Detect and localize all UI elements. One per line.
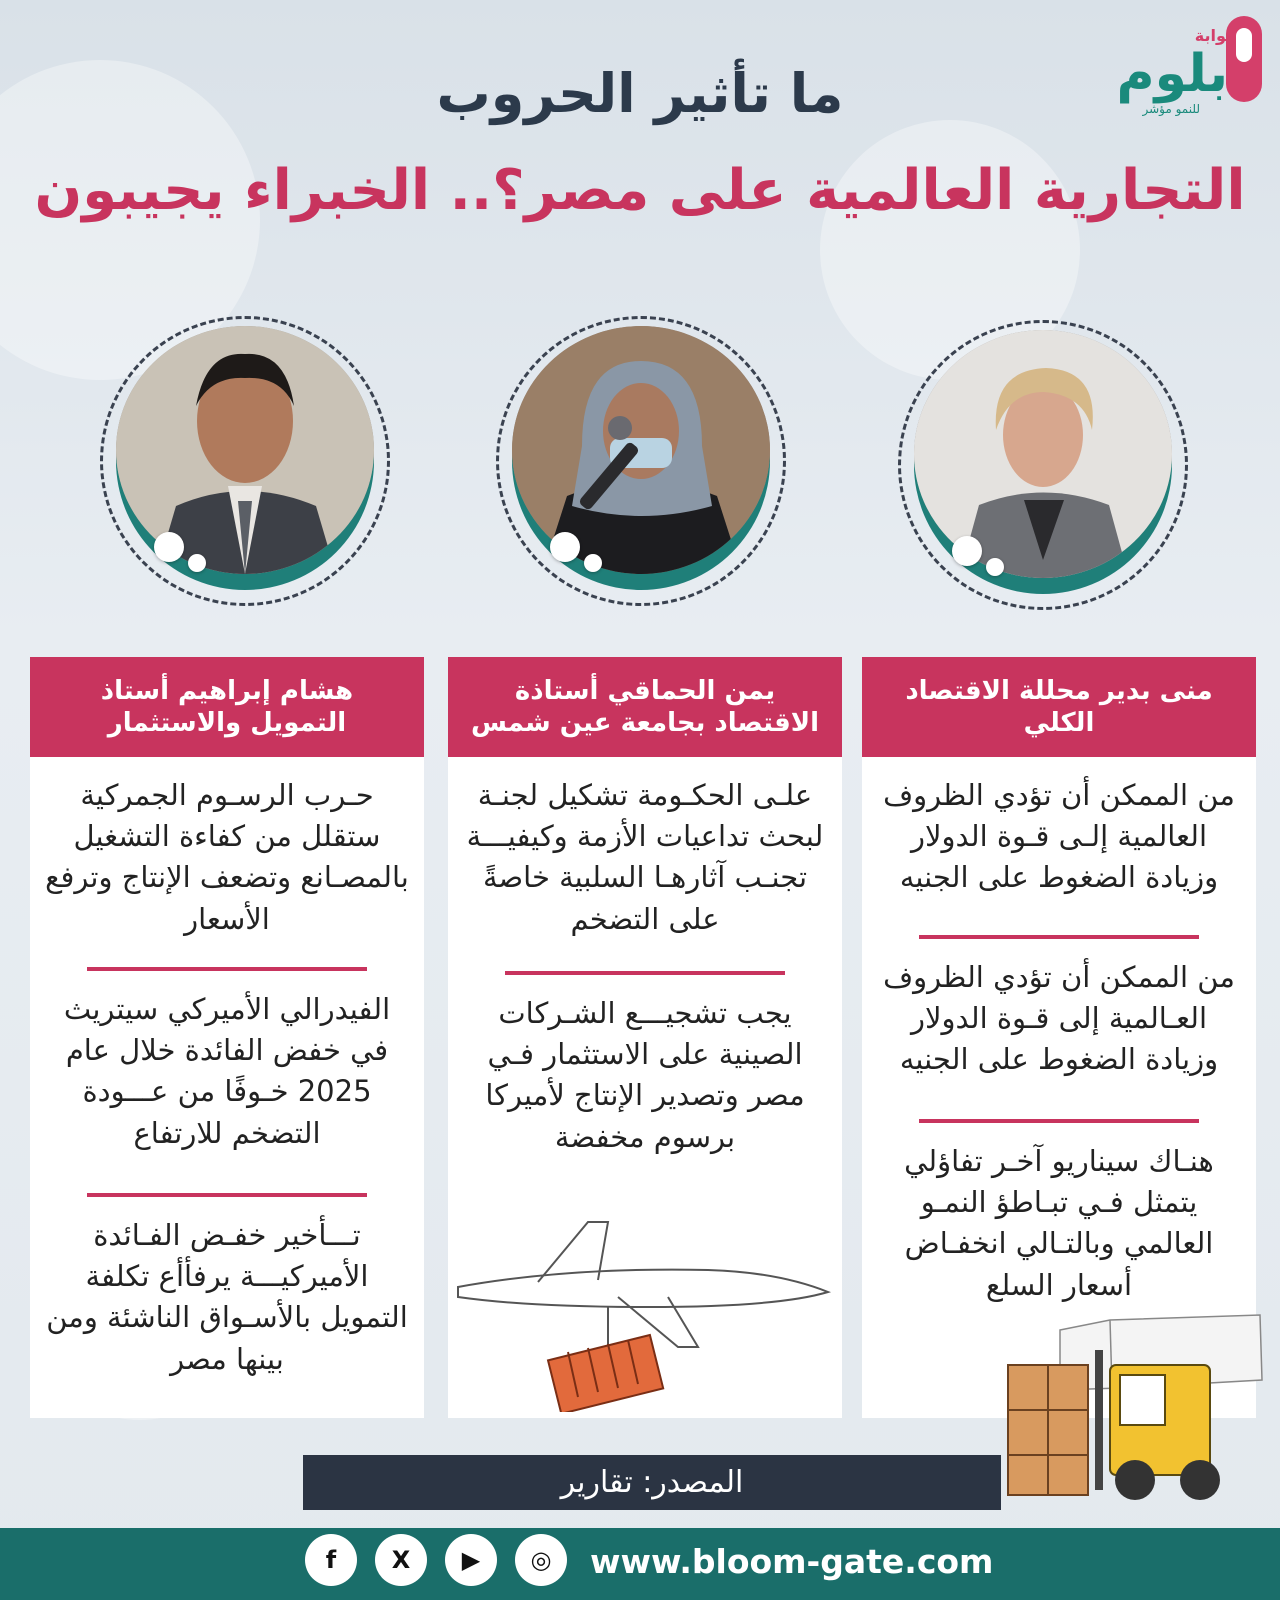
expert-name: منى بدير محللة الاقتصاد الكلي: [862, 657, 1256, 757]
point-item: هنـاك سيناريو آخـر تفاؤلي يتمثل فـي تبـاطؤ النمـو العالمي وبالتـالي انخفـاض أسعار السلع: [904, 1144, 1214, 1302]
point-item: من الممكن أن تؤدي الظروف العـالمية إلى قـوة الدولار وزيادة الضغوط على الجنيه: [883, 960, 1235, 1077]
cargo-plane-icon: [448, 1212, 842, 1412]
divider: [919, 1119, 1199, 1123]
youtube-icon[interactable]: ▶: [445, 1534, 497, 1586]
logo-tagline: للنمو مؤشر: [1142, 102, 1200, 116]
facebook-icon[interactable]: f: [305, 1534, 357, 1586]
title-line-2: التجارية العالمية على مصر؟.. الخبراء يجيبون: [34, 158, 1246, 223]
title-line-1: ما تأثير الحروب: [436, 62, 844, 125]
portrait-image: [116, 326, 374, 574]
x-icon[interactable]: X: [375, 1534, 427, 1586]
column-yomn: [448, 657, 842, 1418]
point-item: علـى الحكـومة تشكيل لجنـة لبحث تداعيات الأزمة وكيفيـــة تجنـب آثارهـا السلبية خاصةً على التضخم: [466, 778, 824, 936]
photo-yomn: [496, 316, 786, 606]
portrait-image: [914, 330, 1172, 578]
point-item: يجب تشجيـــع الشـركات الصينية على الاستثمار فـي مصر وتصدير الإنتاج لأميركا برسوم مخفضة: [485, 996, 805, 1154]
point-item: الفيدرالي الأميركي سيتريث في خفض الفائدة خلال عام 2025 خـوفًا من عـــودة التضخم للارتفاع: [63, 992, 391, 1150]
point-item: تـــأخير خفـض الفـائدة الأميركيـــة يرفأأع تكلفة التمويل بالأسـواق الناشئة ومن بينها مصر: [46, 1218, 408, 1376]
column-hesham: [30, 657, 424, 1418]
column-mona: [862, 657, 1256, 1418]
expert-name: هشام إبراهيم أستاذ التمويل والاستثمار: [30, 657, 424, 757]
divider: [87, 967, 367, 971]
instagram-icon[interactable]: ◎: [515, 1534, 567, 1586]
photo-hesham: [100, 316, 390, 606]
logo-top-text: بوابة: [1194, 26, 1232, 45]
divider: [919, 935, 1199, 939]
portrait-image: [512, 326, 770, 574]
point-item: حـرب الرسـوم الجمركية ستقلل من كفاءة التشغيل بالمصـانع وتضعف الإنتاج وترفع الأسعار: [45, 778, 409, 936]
divider: [505, 971, 785, 975]
divider: [87, 1193, 367, 1197]
logo-brand-text: بلوم: [1116, 44, 1228, 104]
forklift-truck-icon: [1000, 1310, 1270, 1510]
point-item: من الممكن أن تؤدي الظروف العالمية إلـى قـوة الدولار وزيادة الضغوط على الجنيه: [883, 778, 1235, 895]
website-link[interactable]: www.bloom-gate.com: [590, 1542, 994, 1581]
expert-name: يمن الحماقي أستاذة الاقتصاد بجامعة عين شمس: [448, 657, 842, 757]
source-bar: المصدر: تقارير: [303, 1455, 1001, 1510]
photo-mona: [898, 320, 1188, 610]
